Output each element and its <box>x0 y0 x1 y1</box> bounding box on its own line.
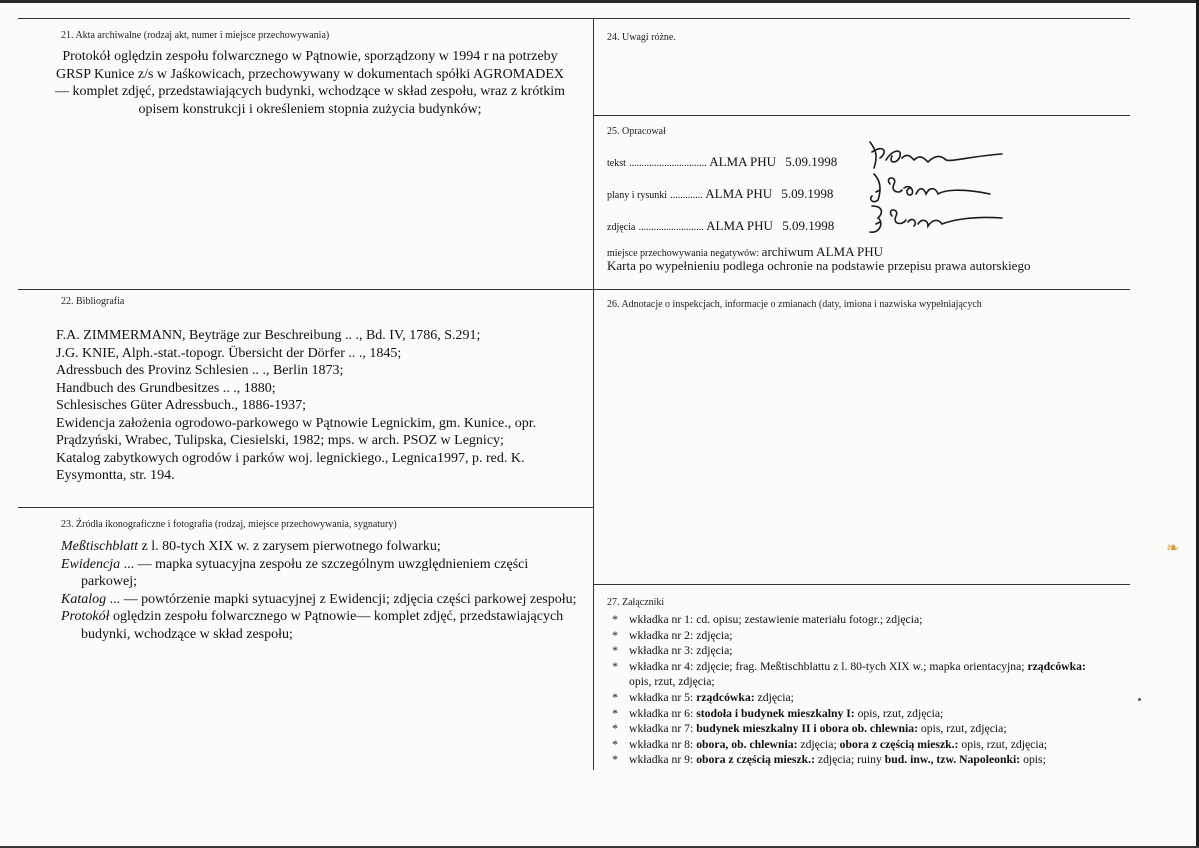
section-23-label: 23. Źródła ikonograficzne i fotografia (rodzaj, miejsce przechowywania, sygnatury) <box>61 519 397 530</box>
attachment-content: zdjęcia; <box>797 737 840 751</box>
source-desc: oględzin zespołu folwarcznego w Pątnowie— komplet zdjęć, przedstawiających <box>109 609 564 624</box>
s21-line: opisem konstrukcji i określeniem stopnia zużycia budynków; <box>138 101 482 117</box>
attachment-content: stodoła i budynek mieszkalny I: <box>693 706 855 720</box>
section-22-text <box>56 327 586 485</box>
attachment-item <box>609 737 1129 753</box>
scan-edge-top <box>0 0 1199 3</box>
bullet-icon: * <box>612 628 618 642</box>
source-entry <box>61 538 591 556</box>
s21-line: GRSP Kunice z/s w Jaśkowicach, przechowywany w dokumentach spółki AGROMADEX <box>55 66 565 82</box>
attachment-tab-label: wkładka nr 5: <box>629 690 694 704</box>
rule-24-25 <box>594 115 1130 116</box>
attachment-content: opis, rzut, zdjęcia; <box>917 722 1007 736</box>
attachment-content: rządcówka: <box>1027 659 1086 673</box>
rule-22-23 <box>18 507 593 508</box>
s21-line: — komplet zdjęć, przedstawiających budynki, wchodzące w skład zespołu, wraz z krótkim <box>54 84 566 99</box>
source-entry <box>61 591 591 609</box>
attachment-content: opis, rzut, zdjęcia; <box>958 737 1048 751</box>
bullet-icon: * <box>612 737 618 751</box>
attachment-tab-label: wkładka nr 1: <box>629 613 694 626</box>
attachment-tab-label: wkładka nr 4: <box>629 659 694 673</box>
attachment-item <box>609 721 1129 737</box>
attachment-content: zdjęcia; <box>693 628 733 642</box>
bibliography-entry: Katalog zabytkowych ogrodów i parków woj. legnickiego., Legnica1997, p. red. K. <box>56 450 525 466</box>
attachment-content: obora z częścią mieszk.: <box>693 753 815 767</box>
rule-center <box>593 18 594 770</box>
section-23-text <box>61 538 591 643</box>
row-date: 5.09.1998 <box>782 218 835 233</box>
attachments-list <box>609 612 1129 768</box>
attachment-content: zdjęcia; ruiny <box>814 753 885 767</box>
bullet-icon: * <box>612 722 618 736</box>
source-desc: z l. 80-tych XIX w. z zarysem pierwotnego folwarku; <box>138 539 441 554</box>
row-date: 5.09.1998 <box>785 154 838 169</box>
row-kind: tekst <box>607 158 626 169</box>
attachment-item <box>609 643 1129 659</box>
signature-image <box>862 138 1012 172</box>
section-26-label: 26. Adnotacje o inspekcjach, informacje o zmianach (daty, imiona i nazwiska wypełniających <box>607 299 982 310</box>
attachment-tab-label: wkładka nr 9: <box>629 753 694 767</box>
attachment-item <box>609 612 1129 628</box>
row-author: ALMA PHU <box>705 186 773 201</box>
row-kind: plany i rysunki <box>607 190 667 201</box>
source-entry <box>61 556 591 574</box>
row-dots: ............. <box>670 190 703 201</box>
bibliography-entry: Handbuch des Grundbesitzes .. ., 1880; <box>56 380 276 396</box>
author-row-zdjecia <box>607 218 834 234</box>
attachment-continuation: opis, rzut, zdjęcia; <box>629 675 715 689</box>
attachment-content: budynek mieszkalny II i obora ob. chlewnia: <box>693 722 918 736</box>
attachment-content: zdjęcia; <box>693 644 733 658</box>
bibliography-entry: Adressbuch des Provinz Schlesien .. ., Berlin 1873; <box>56 363 344 378</box>
attachment-tab-label: wkładka nr 6: <box>629 706 694 720</box>
bullet-icon: * <box>612 706 618 720</box>
row-kind: zdjęcia <box>607 222 636 233</box>
row-author: ALMA PHU <box>709 154 777 169</box>
attachment-content: zdjęcia; <box>754 690 794 704</box>
source-entry-cont: budynki, wchodzące w skład zespołu; <box>81 626 293 642</box>
author-row-tekst <box>607 154 837 170</box>
source-title: Meßtischblatt <box>61 539 138 554</box>
scan-speck <box>1138 698 1141 701</box>
bibliography-entry: Prądzyński, Wrabec, Tulipska, Ciesielski, 1982; mps. w arch. PSOZ w Legnicy; <box>56 433 504 448</box>
attachment-content: obora z częścią mieszk.: <box>839 737 959 751</box>
bibliography-entry: Eysymontta, str. 194. <box>56 468 175 483</box>
section-22-label: 22. Bibliografia <box>61 296 125 307</box>
section-21-label: 21. Akta archiwalne (rodzaj akt, numer i miejsce przechowywania) <box>61 30 330 41</box>
attachment-content: rządcówka: <box>693 690 755 704</box>
negatives-value: archiwum ALMA PHU <box>761 244 884 259</box>
attachment-content: opis, rzut, zdjęcia; <box>854 706 944 720</box>
signature-image <box>862 170 1012 204</box>
source-entry-cont: parkowej; <box>81 574 137 589</box>
source-desc: ... — mapka sytuacyjna zespołu ze szczególnym uwzględnieniem części <box>120 556 529 572</box>
attachment-content: zdjęcie; frag. Meßtischblattu z l. 80-tych XIX w.; mapka orientacyjna; <box>693 659 1028 673</box>
bullet-icon: * <box>612 613 618 626</box>
attachment-content: cd. opisu; zestawienie materiału fotogr.; zdjęcia; <box>693 613 923 626</box>
rule-row2 <box>18 289 1130 290</box>
section-25-label: 25. Opracował <box>607 126 666 137</box>
source-entry <box>61 608 591 626</box>
rule-26-27 <box>594 584 1130 585</box>
attachment-content: opis; <box>1020 753 1046 767</box>
attachment-content: obora, ob. chlewnia: <box>693 737 798 751</box>
attachment-tab-label: wkładka nr 7: <box>629 722 694 736</box>
attachment-content: bud. inw., tzw. Napoleonki: <box>884 753 1021 767</box>
row-author: ALMA PHU <box>706 218 773 233</box>
source-title: Katalog <box>61 591 107 607</box>
attachment-tab-label: wkładka nr 3: <box>629 644 694 658</box>
attachment-item <box>609 690 1129 706</box>
source-desc: ... — powtórzenie mapki sytuacyjnej z Ewidencji; zdjęcia części parkowej zespołu; <box>106 591 577 607</box>
bibliography-entry: J.G. KNIE, Alph.-stat.-topogr. Übersicht der Dörfer .. ., 1845; <box>56 345 402 361</box>
copyright-note: Karta po wypełnieniu podlega ochronie na podstawie przepisu prawa autorskiego <box>607 258 1031 273</box>
bibliography-entry: Schlesisches Güter Adressbuch., 1886-1937; <box>56 398 307 413</box>
rule-top <box>18 18 1130 19</box>
attachment-tab-label: wkładka nr 8: <box>629 737 694 751</box>
bullet-icon: * <box>612 644 618 658</box>
row-dots: .......................... <box>638 222 704 233</box>
bullet-icon: * <box>612 659 618 673</box>
negatives-label: miejsce przechowywania negatywów: <box>607 248 760 259</box>
section-21-text <box>40 48 580 118</box>
s21-line: Protokół oględzin zespołu folwarcznego w Pątnowie, sporządzony w 1994 r na potrzeby <box>62 49 558 64</box>
attachment-item <box>609 706 1129 722</box>
attachment-item <box>609 659 1129 675</box>
row-dots: ............................... <box>629 158 707 169</box>
source-title: Ewidencja <box>61 556 121 572</box>
bullet-icon: * <box>612 753 618 767</box>
bullet-icon: * <box>612 690 618 704</box>
bibliography-entry: Ewidencja założenia ogrodowo-parkowego w Pątnowie Legnickim, gm. Kunice., opr. <box>56 415 537 431</box>
section-27-label: 27. Załączniki <box>607 597 665 608</box>
source-title: Protokół <box>61 609 110 624</box>
scan-mark: ❧ <box>1166 540 1180 557</box>
author-row-plany <box>607 186 833 202</box>
row-date: 5.09.1998 <box>781 186 834 201</box>
attachment-tab-label: wkładka nr 2: <box>629 628 694 642</box>
attachment-item <box>609 628 1129 644</box>
signature-image <box>862 202 1012 236</box>
section-24-label: 24. Uwagi różne. <box>607 32 676 43</box>
bibliography-entry: F.A. ZIMMERMANN, Beyträge zur Beschreibung .. ., Bd. IV, 1786, S.291; <box>56 328 481 343</box>
attachment-item <box>609 752 1129 768</box>
